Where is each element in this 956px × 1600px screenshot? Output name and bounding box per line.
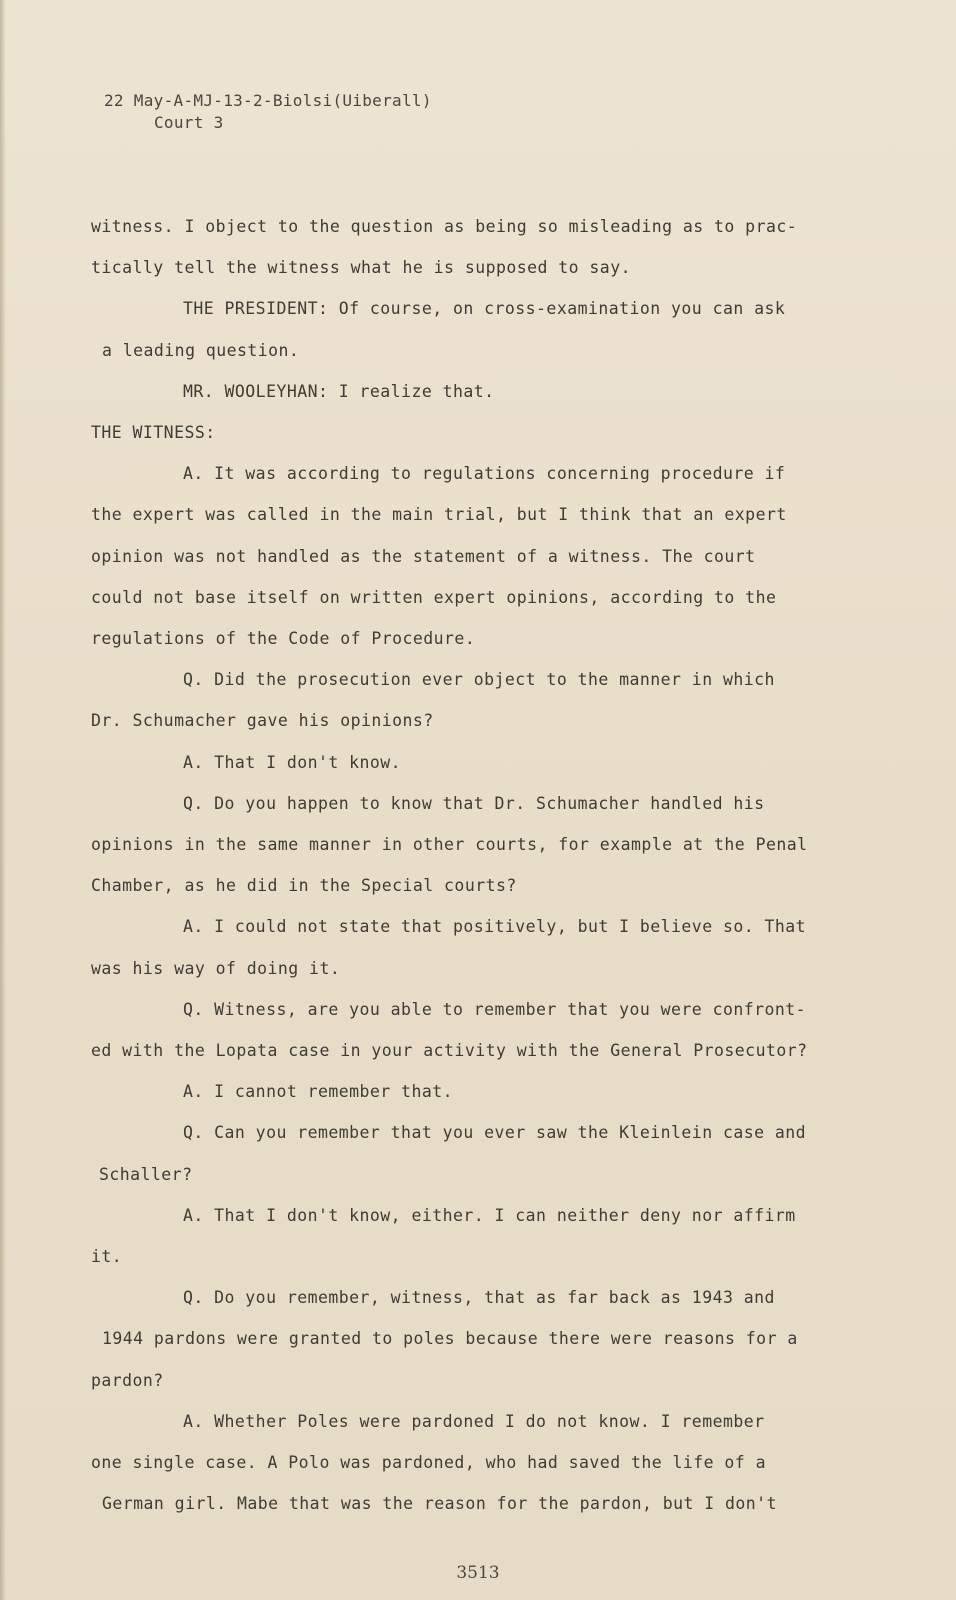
transcript-line: Q. Do you happen to know that Dr. Schumacher handled his <box>183 794 765 813</box>
transcript-line: the expert was called in the main trial, but I think that an expert <box>91 505 787 524</box>
transcript-line: Dr. Schumacher gave his opinions? <box>91 711 434 730</box>
transcript-line: Chamber, as he did in the Special courts? <box>91 876 517 895</box>
header-court: Court 3 <box>154 113 224 132</box>
transcript-line: Q. Do you remember, witness, that as far back as 1943 and <box>183 1288 775 1307</box>
transcript-line: German girl. Mabe that was the reason for the pardon, but I don't <box>102 1494 777 1513</box>
transcript-line: A. I cannot remember that. <box>183 1082 453 1101</box>
header-reference: 22 May-A-MJ-13-2-Biolsi(Uiberall) <box>104 91 432 110</box>
transcript-line: MR. WOOLEYHAN: I realize that. <box>183 382 495 401</box>
transcript-line: could not base itself on written expert opinions, according to the <box>91 588 777 607</box>
transcript-line: one single case. A Polo was pardoned, who had saved the life of a <box>91 1453 766 1472</box>
transcript-line: Schaller? <box>99 1165 193 1184</box>
transcript-line: opinion was not handled as the statement of a witness. The court <box>91 547 756 566</box>
transcript-line: A. Whether Poles were pardoned I do not know. I remember <box>183 1412 765 1431</box>
transcript-line: regulations of the Code of Procedure. <box>91 629 476 648</box>
transcript-line: opinions in the same manner in other courts, for example at the Penal <box>91 835 808 854</box>
transcript-line: tically tell the witness what he is supposed to say. <box>91 258 631 277</box>
transcript-line: THE WITNESS: <box>91 423 216 442</box>
transcript-line: was his way of doing it. <box>91 959 341 978</box>
transcript-line: Q. Witness, are you able to remember that you were confront- <box>183 1000 807 1019</box>
transcript-line: A. I could not state that positively, but I believe so. That <box>183 917 807 936</box>
transcript-line: 1944 pardons were granted to poles because there were reasons for a <box>102 1329 798 1348</box>
transcript-line: THE PRESIDENT: Of course, on cross-examination you can ask <box>183 299 786 318</box>
document-header <box>104 90 432 134</box>
transcript-line: Q. Did the prosecution ever object to the manner in which <box>183 670 775 689</box>
transcript-line: a leading question. <box>102 341 300 360</box>
transcript-line: ed with the Lopata case in your activity with the General Prosecutor? <box>91 1041 808 1060</box>
page-number: 3513 <box>456 1563 500 1583</box>
transcript-line: A. That I don't know. <box>183 753 402 772</box>
page-edge-shadow <box>0 0 6 1600</box>
transcript-line: witness. I object to the question as being so misleading as to prac- <box>91 217 798 236</box>
transcript-line: A. It was according to regulations concerning procedure if <box>183 464 786 483</box>
transcript-line: it. <box>91 1247 123 1266</box>
transcript-line: pardon? <box>91 1371 164 1390</box>
transcript-line: A. That I don't know, either. I can neither deny nor affirm <box>183 1206 796 1225</box>
transcript-line: Q. Can you remember that you ever saw the Kleinlein case and <box>183 1123 807 1142</box>
